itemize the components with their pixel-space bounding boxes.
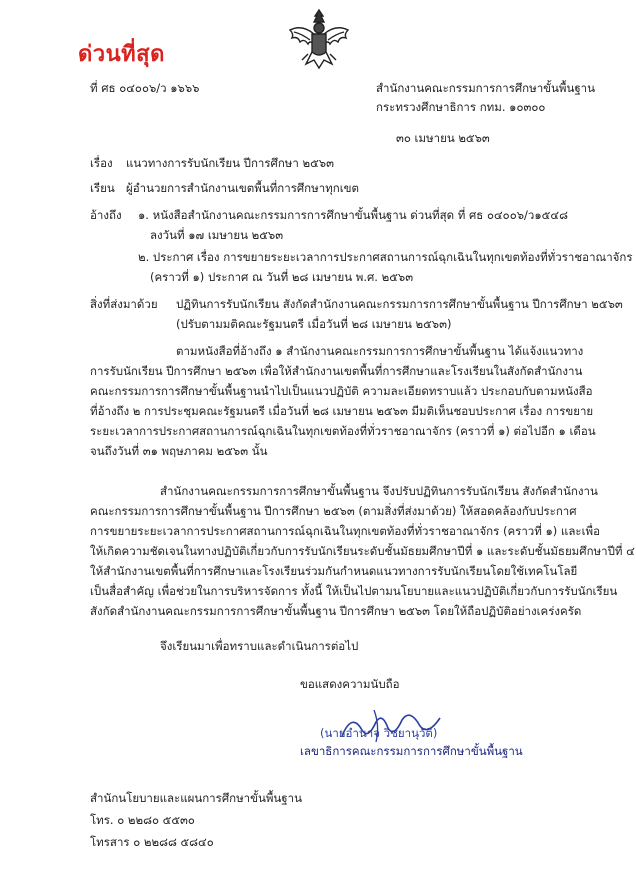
paragraph-2-line: สำนักงานคณะกรรมการการศึกษาขั้นพื้นฐาน จึงปรับปฏิทินการรับนักเรียน สังกัดสำนักงาน — [160, 484, 598, 498]
enclosure-label: สิ่งที่ส่งมาด้วย — [90, 297, 158, 311]
reference-2-line-2: (คราวที่ ๑) ประกาศ ณ วันที่ ๒๘ เมษายน พ.ศ. ๒๕๖๓ — [150, 270, 414, 284]
enclosure-line-1: ปฏิทินการรับนักเรียน สังกัดสำนักงานคณะกรรมการการศึกษาขั้นพื้นฐาน ปีการศึกษา ๒๕๖๓ — [176, 297, 623, 311]
reference-1-line-2: ลงวันที่ ๑๗ เมษายน ๒๕๖๓ — [150, 228, 284, 242]
addressee-label: เรียน — [90, 181, 115, 195]
contact-office: สำนักนโยบายและแผนการศึกษาขั้นพื้นฐาน — [90, 791, 302, 805]
office-name: สำนักงานคณะกรรมการการศึกษาขั้นพื้นฐาน — [376, 81, 595, 95]
subject-text: แนวทางการรับนักเรียน ปีการศึกษา ๒๕๖๓ — [126, 156, 334, 170]
paragraph-1-line: ระยะเวลาการประกาศสถานการณ์ฉุกเฉินในทุกเขตท้องที่ทั่วราชอาณาจักร (คราวที่ ๑) ต่อไปอีก ๑ เดือน — [90, 424, 596, 438]
paragraph-1-line: คณะกรรมการการศึกษาขั้นพื้นฐานนำไปเป็นแนวปฏิบัติ ความละเอียดทราบแล้ว ประกอบกับตามหนังสือ — [90, 384, 593, 398]
signatory-title: เลขาธิการคณะกรรมการการศึกษาขั้นพื้นฐาน — [300, 744, 523, 758]
enclosure-line-2: (ปรับตามมติคณะรัฐมนตรี เมื่อวันที่ ๒๘ เมษายน ๒๕๖๓) — [176, 317, 452, 331]
regards-text: ขอแสดงความนับถือ — [300, 677, 400, 691]
reference-2-line-1: ๒. ประกาศ เรื่อง การขยายระยะเวลาการประกาศสถานการณ์ฉุกเฉินในทุกเขตท้องที่ทั่วราชอาณาจักร — [138, 250, 633, 264]
subject-label: เรื่อง — [90, 156, 113, 170]
urgent-stamp: ด่วนที่สุด — [78, 42, 165, 67]
paragraph-2-line: คณะกรรมการการศึกษาขั้นพื้นฐาน ปีการศึกษา ๒๕๖๓ (ตามสิ่งที่ส่งมาด้วย) ให้สอดคล้องกับประกาศ — [90, 504, 577, 518]
paragraph-2-line: ให้เกิดความชัดเจนในทางปฏิบัติเกี่ยวกับการรับนักเรียนระดับชั้นมัธยมศึกษาปีที่ ๑ และระดับชั้นมัธยมศึกษาปีที่ ๔ — [90, 544, 635, 558]
paragraph-1-line: ที่อ้างถึง ๒ การประชุมคณะรัฐมนตรี เมื่อวันที่ ๒๘ เมษายน ๒๕๖๓ มีมติเห็นชอบประกาศ เรื่อง การขยาย — [90, 404, 594, 418]
paragraph-2-line: เป็นสื่อสำคัญ เพื่อช่วยในการบริหารจัดการ ทั้งนี้ ให้เป็นไปตามนโยบายและแนวปฏิบัติเกี่ยวกับการรับนักเรียน — [90, 584, 618, 598]
paragraph-2-line: การขยายระยะเวลาการประกาศสถานการณ์ฉุกเฉินในทุกเขตท้องที่ทั่วราชอาณาจักร (คราวที่ ๑) และเพื่อ — [90, 524, 600, 538]
signatory-name: (นายอำนาจ วิชยานุวัติ) — [320, 726, 438, 740]
paragraph-2-line: ให้สำนักงานเขตพื้นที่การศึกษาและโรงเรียนร่วมกันกำหนดแนวทางการรับนักเรียนโดยใช้เทคโนโลยี — [90, 564, 578, 578]
references-label: อ้างถึง — [90, 208, 122, 222]
document-number: ที่ ศธ ๐๔๐๐๖/ว ๑๖๖๖ — [90, 81, 200, 95]
paragraph-2-line: สังกัดสำนักงานคณะกรรมการการศึกษาขั้นพื้นฐาน ปีการศึกษา ๒๕๖๓ โดยให้ถือปฏิบัติอย่างเคร่งครัด — [90, 604, 582, 618]
contact-phone: โทร. ๐ ๒๒๘๐ ๕๕๓๐ — [90, 813, 195, 827]
closing-sentence: จึงเรียนมาเพื่อทราบและดำเนินการต่อไป — [160, 639, 359, 653]
garuda-emblem-icon — [284, 4, 354, 70]
paragraph-1-line: จนถึงวันที่ ๓๑ พฤษภาคม ๒๕๖๓ นั้น — [90, 444, 268, 458]
addressee-text: ผู้อำนวยการสำนักงานเขตพื้นที่การศึกษาทุกเขต — [126, 181, 359, 195]
document-date: ๓๐ เมษายน ๒๕๖๓ — [396, 131, 490, 145]
paragraph-1-line: การรับนักเรียน ปีการศึกษา ๒๕๖๓ เพื่อให้สำนักงานเขตพื้นที่การศึกษาและโรงเรียนในสังกัดสำนักงาน — [90, 364, 583, 378]
reference-1-line-1: ๑. หนังสือสำนักงานคณะกรรมการการศึกษาขั้นพื้นฐาน ด่วนที่สุด ที่ ศธ ๐๔๐๐๖/ว๑๕๔๘ — [138, 208, 568, 222]
paragraph-1-line: ตามหนังสือที่อ้างถึง ๑ สำนักงานคณะกรรมการการศึกษาขั้นพื้นฐาน ได้แจ้งแนวทาง — [176, 344, 584, 358]
contact-fax: โทรสาร ๐ ๒๒๘๘ ๕๘๔๐ — [90, 835, 214, 849]
office-address: กระทรวงศึกษาธิการ กทม. ๑๐๓๐๐ — [376, 100, 546, 114]
